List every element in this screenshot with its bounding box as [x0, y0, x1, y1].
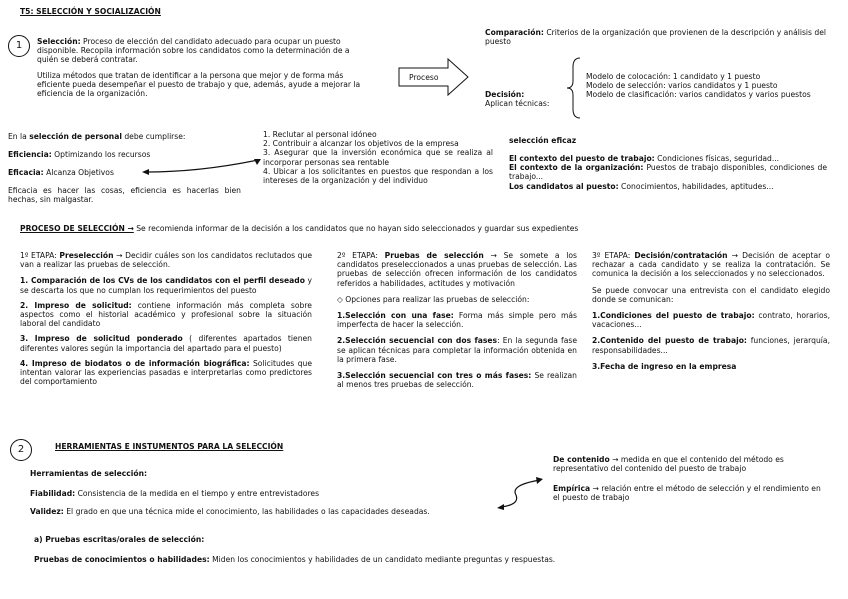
decision-block	[485, 90, 549, 108]
eficacia-line	[8, 168, 114, 177]
eficaz-text-3: Conocimientos, habilidades, aptitudes...	[618, 181, 774, 191]
eficiencia-label: Eficiencia:	[8, 150, 52, 159]
etapa3-item2-label: 2.Contenido del puesto de trabajo:	[592, 336, 747, 346]
etapa2-item2-text: : En la segunda fase se aplican técnicas para completar la información obtenida en la primera fase.	[337, 336, 577, 364]
eficaz-list	[509, 154, 827, 191]
etapa3-item2-text: funciones, jerarquía, responsabilidades...	[592, 336, 830, 355]
etapa2-opciones: ◇ Opciones para realizar las pruebas de selección:	[337, 294, 530, 304]
empirica-label: Empírica	[553, 484, 591, 493]
etapa1-item3-text: ( diferentes apartados tienen diferentes valores según la importancia del apartado para el puesto)	[20, 334, 312, 353]
fiabilidad-label: Fiabilidad:	[30, 489, 76, 498]
empirica-text: → relación entre el método de selección y el rendimiento en el puesto de trabajo	[553, 484, 821, 503]
model-clasificacion: Modelo de clasificación: varios candidatos y varios puestos	[586, 90, 811, 100]
page-title: T5: SELECCIÓN Y SOCIALIZACIÓN	[20, 7, 161, 16]
decision-sub: Aplican técnicas:	[485, 99, 550, 109]
etapa1-item4-text: Solicitudes que intentan valorar las experiencias pasadas e interpretarlas como predictores del comportamiento	[20, 358, 312, 387]
eficaz-text-1: Condiciones físicas, seguridad...	[654, 154, 780, 163]
etapa1-item2-text: contiene información más completa sobre aspectos como el historial académico y profesional sobre la situación laboral del candidato	[20, 300, 312, 329]
seleccion-label: Selección:	[37, 37, 81, 46]
conocimientos-text: Miden los conocimientos y habilidades de un candidato mediante preguntas y respuestas.	[209, 555, 556, 564]
objetivo-2: 2. Contribuir a alcanzar los objetivos de la empresa	[263, 139, 459, 149]
etapa3-entrevista: Se puede convocar una entrevista con el candidato elegido donde se comunican:	[592, 285, 830, 304]
etapa1-item2-label: 2. Impreso de solicitud:	[20, 300, 132, 310]
decision-label: Decisión:	[485, 90, 525, 99]
etapa3-item1-text: contrato, horarios, vacaciones...	[592, 311, 830, 330]
etapa2-bold: Pruebas de selección	[384, 251, 484, 260]
etapa2-column	[337, 251, 577, 392]
contenido-text: → medida en que el contenido del método es representativo del contenido del puesto de trabajo	[553, 455, 784, 474]
objetivo-1: 1. Reclutar al personal idóneo	[263, 130, 377, 139]
etapa2-item1-label: 1.Selección con una fase:	[337, 311, 454, 321]
etapa3-column	[592, 251, 830, 374]
contenido-label: De contenido	[553, 455, 610, 464]
conocimientos-line	[34, 555, 555, 564]
section-number-1: 1	[8, 35, 30, 57]
eficiencia-text: Optimizando los recursos	[51, 150, 151, 159]
validez-line	[30, 507, 430, 516]
etapa3-item3-label: 3.Fecha de ingreso en la empresa	[592, 361, 737, 371]
objetivo-4: 4. Ubicar a los solicitantes en puestos que respondan a los intereses de la organización y del individuo	[263, 166, 493, 186]
herramientas-sub: Herramientas de selección:	[30, 469, 148, 478]
brace-icon	[566, 57, 582, 119]
comparacion-label: Comparación:	[485, 28, 544, 37]
eficaz-label-2: El contexto de la organización:	[509, 163, 644, 173]
validez-text: El grado en que una técnica mide el conocimiento, las habilidades o las capacidades deseadas.	[63, 507, 430, 516]
intro-bold: selección de personal	[29, 132, 122, 141]
etapa3-bold: Decisión/contratación	[634, 251, 728, 260]
intro-pre: En la	[8, 132, 30, 141]
proceso-seleccion-text: Se recomienda informar de la decisión a los candidatos que no hayan sido seleccionados y guardar sus expedientes	[133, 224, 579, 233]
contenido-line	[553, 455, 828, 473]
comparacion-text: Criterios de la organización que provienen de la descripción y análisis del puesto	[485, 28, 826, 47]
proceso-seleccion-line	[20, 224, 840, 233]
eficaz-title: selección eficaz	[509, 136, 577, 145]
etapa2-item2-label: 2.Selección secuencial con dos fases	[337, 336, 498, 346]
etapa1-item4-label: 4. Impreso de biodatos o de información biográfica:	[20, 358, 250, 368]
etapa2-item3-text: Se realizan al menos tres pruebas de selección.	[337, 371, 577, 390]
validez-arrow-icon	[496, 477, 546, 511]
proceso-label: Proceso	[409, 73, 439, 82]
etapa1-column	[20, 251, 312, 389]
seleccion-personal-intro	[8, 132, 185, 141]
model-seleccion: Modelo de selección: varios candidatos y 1 puesto	[586, 81, 778, 91]
eficacia-desc: Eficacia es hacer las cosas, eficiencia es hacerlas bien hechas, sin malgastar.	[8, 186, 241, 205]
eficacia-label: Eficacia:	[8, 168, 44, 177]
etapa3-text: → Decisión de aceptar o rechazar a cada candidato y se realiza la contratación. Se comunica la decisión a los seleccionados y no seleccionados.	[592, 251, 830, 279]
objetivos-list	[263, 130, 493, 185]
validez-label: Validez:	[30, 507, 64, 516]
double-arrow-icon	[140, 156, 264, 178]
fiabilidad-text: Consistencia de la medida en el tiempo y entre entrevistadores	[75, 489, 320, 498]
etapa2-item1-text: Forma más simple pero más imperfecta de hacer la selección.	[337, 311, 577, 330]
etapa1-pre: 1º ETAPA:	[20, 251, 60, 260]
eficaz-label-3: Los candidatos al puesto:	[509, 181, 619, 191]
section-number-2: 2	[10, 439, 32, 461]
eficaz-text-2: Puestos de trabajo disponibles, condiciones de trabajo...	[509, 163, 827, 182]
decision-models	[586, 72, 816, 100]
herramientas-title: HERRAMIENTAS E INSTUMENTOS PARA LA SELECCIÓN	[55, 442, 284, 451]
seleccion-block	[37, 37, 362, 101]
model-colocacion: Modelo de colocación: 1 candidato y 1 puesto	[586, 72, 761, 81]
conocimientos-label: Pruebas de conocimientos o habilidades:	[34, 555, 210, 564]
pruebas-a: a) Pruebas escritas/orales de selección:	[34, 535, 205, 544]
etapa2-pre: 2º ETAPA:	[337, 251, 385, 260]
etapa2-text: → Se somete a los candidatos preseleccionados a unas pruebas de selección. Las pruebas de selección ofrecen información de los candidatos referidos a habilidades, actitudes y motivación	[337, 251, 577, 288]
seleccion-text: Proceso de elección del candidato adecuado para ocupar un puesto disponible. Recopila información sobre los candidatos como la determinación de a quién se deberá contratar.	[37, 37, 350, 65]
eficiencia-line	[8, 150, 150, 159]
comparacion-block	[485, 28, 830, 46]
objetivo-3: 3. Asegurar que la inversión económica que se realiza al incorporar personas sea rentable	[263, 148, 493, 167]
etapa1-item3-label: 3. Impreso de solicitud ponderado	[20, 334, 183, 344]
proceso-seleccion-label: PROCESO DE SELECCIÓN →	[20, 224, 134, 233]
eficacia-text: Alcanza Objetivos	[43, 168, 114, 177]
etapa2-item3-label: 3.Selección secuencial con tres o más fases:	[337, 371, 532, 381]
eficaz-label-1: El contexto del puesto de trabajo:	[509, 154, 655, 163]
seleccion-text2: Utiliza métodos que tratan de identificar a la persona que mejor y de forma más eficiente pueda desempeñar el puesto de trabajo y que, además, ayude a mejorar la eficiencia de la organización.	[37, 70, 361, 99]
etapa1-item1-label: 1. Comparación de los CVs de los candidatos con el perfil deseado	[20, 276, 305, 286]
etapa1-bold: Preselección	[59, 251, 114, 260]
empirica-line	[553, 484, 828, 502]
etapa1-item1-text: y se descarta los que no cumplan los requerimientos del puesto	[20, 276, 312, 295]
fiabilidad-line	[30, 489, 319, 498]
etapa3-pre: 3º ETAPA:	[592, 251, 635, 260]
intro-post: debe cumplirse:	[121, 132, 186, 141]
etapa1-text: → Decidir cuáles son los candidatos reclutados que van a realizar las pruebas de selección.	[20, 251, 312, 270]
etapa3-item1-label: 1.Condiciones del puesto de trabajo:	[592, 311, 755, 321]
